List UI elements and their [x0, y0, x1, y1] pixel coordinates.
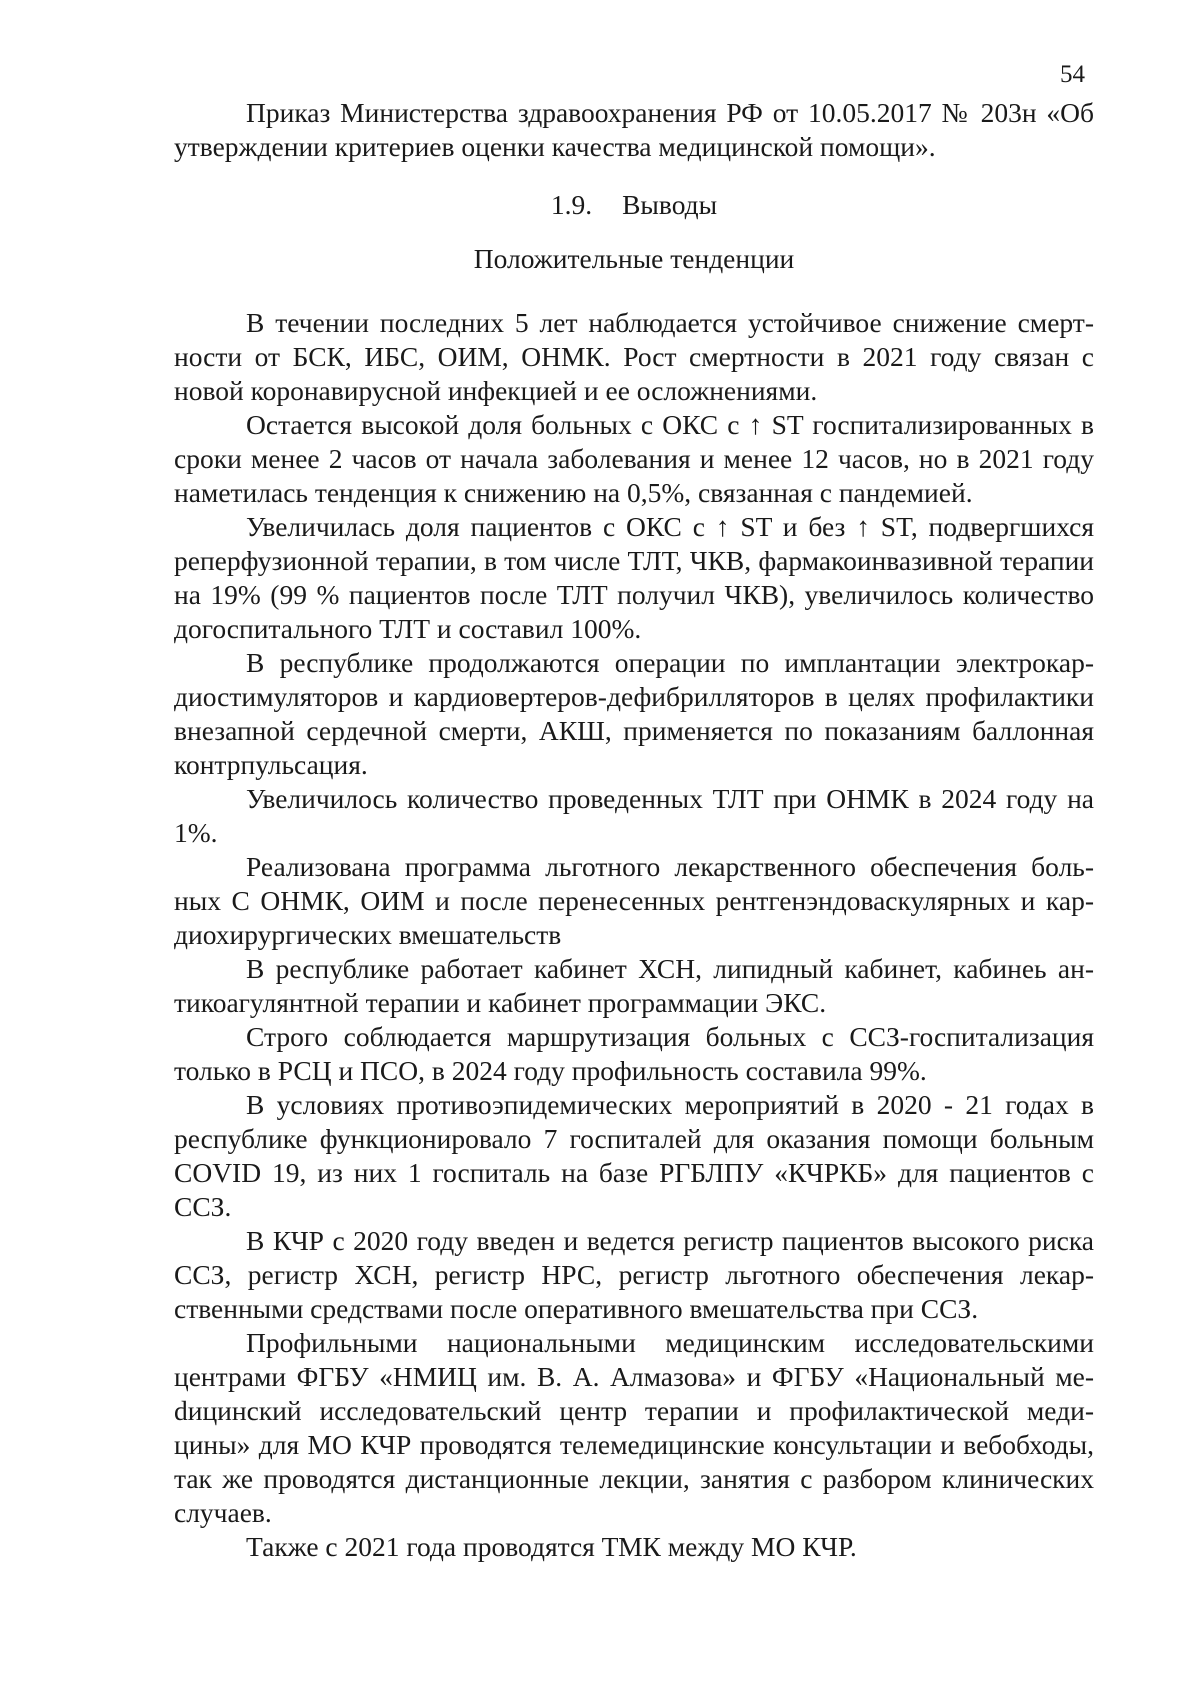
paragraph: Увеличилось количество проведенных ТЛТ при ОНМК в 2024 году на 1%.	[174, 783, 1094, 848]
paragraph: В республике работает кабинет ХСН, липидный кабинет, кабинеь антикоагулянтной терапии и кабинет программации ЭКС.	[174, 953, 1094, 1018]
paragraph: В течении последних 5 лет наблюдается устойчивое снижение смертности от БСК, ИБС, ОИМ, ОНМК. Рост смертности в 2021 году связан с новой коронавирусной инфекцией и ее осложнениями.	[174, 307, 1094, 406]
paragraph: Увеличилась доля пациентов с ОКС с ↑ ST и без ↑ ST, подвергшихся реперфузионной терапии, в том числе ТЛТ, ЧКВ, фармакоинвазивной терапии на 19% (99 % пациентов после ТЛТ получил ЧКВ), увеличилось количество догоспитального ТЛТ и составил 100%.	[174, 511, 1094, 644]
paragraph: В КЧР с 2020 году введен и ведется регистр пациентов высокого риска ССЗ, регистр ХСН, регистр НРС, регистр льготного обеспечения лекарственными средствами после оперативного вмешательства при ССЗ.	[174, 1225, 1094, 1324]
paragraph: Строго соблюдается маршрутизация больных с ССЗ-госпитализация только в РСЦ и ПСО, в 2024 году профильность составила 99%.	[174, 1021, 1094, 1086]
page-number: 54	[1060, 61, 1085, 88]
paragraph: Также с 2021 года проводятся ТМК между МО КЧР.	[246, 1531, 857, 1562]
section-number: 1.9.	[550, 189, 593, 220]
paragraph: Остается высокой доля больных с ОКС с ↑ ST госпитализированных в сроки менее 2 часов от начала заболевания и менее 12 часов, но в 2021 году наметилась тенденция к снижению на 0,5%, связанная с пандемией.	[174, 409, 1094, 508]
paragraph: В условиях противоэпидемических мероприятий в 2020 - 21 годах в республике функционировало 7 госпиталей для оказания помощи больным COVID 19, из них 1 госпиталь на базе РГБЛПУ «КЧРКБ» для пациентов с ССЗ.	[174, 1089, 1094, 1222]
intro-paragraph: Приказ Министерства здравоохранения РФ от 10.05.2017 № 203н «Об утверждении критериев оценки качества медицинской помощи».	[174, 97, 1094, 162]
subheading: Положительные тенденции	[473, 243, 795, 274]
section-heading	[174, 188, 1094, 222]
page-content	[174, 96, 1094, 1564]
paragraph: Профильными национальными медицинским исследовательскими центрами ФГБУ «НМИЦ им. В. А. Алмазова» и ФГБУ «Национальный меdицинский исследовательский центр терапии и профилактической медицины» для МО КЧР проводятся телемедицинские консультации и вебобходы, так же проводятся дистанционные лекции, занятия с разбором клинических случаев.	[174, 1327, 1094, 1528]
paragraph: В республике продолжаются операции по имплантации электрокардиостимуляторов и кардиовертеров-дефибрилляторов в целях профилактики внезапной сердечной смерти, АКШ, применяется по показаниям баллонная контрпульсация.	[174, 647, 1094, 780]
paragraph: Реализована программа льготного лекарственного обеспечения больных С ОНМК, ОИМ и после перенесенных рентгенэндоваскулярных и кардиохирургических вмешательств	[174, 851, 1094, 950]
section-title: Выводы	[622, 189, 718, 220]
